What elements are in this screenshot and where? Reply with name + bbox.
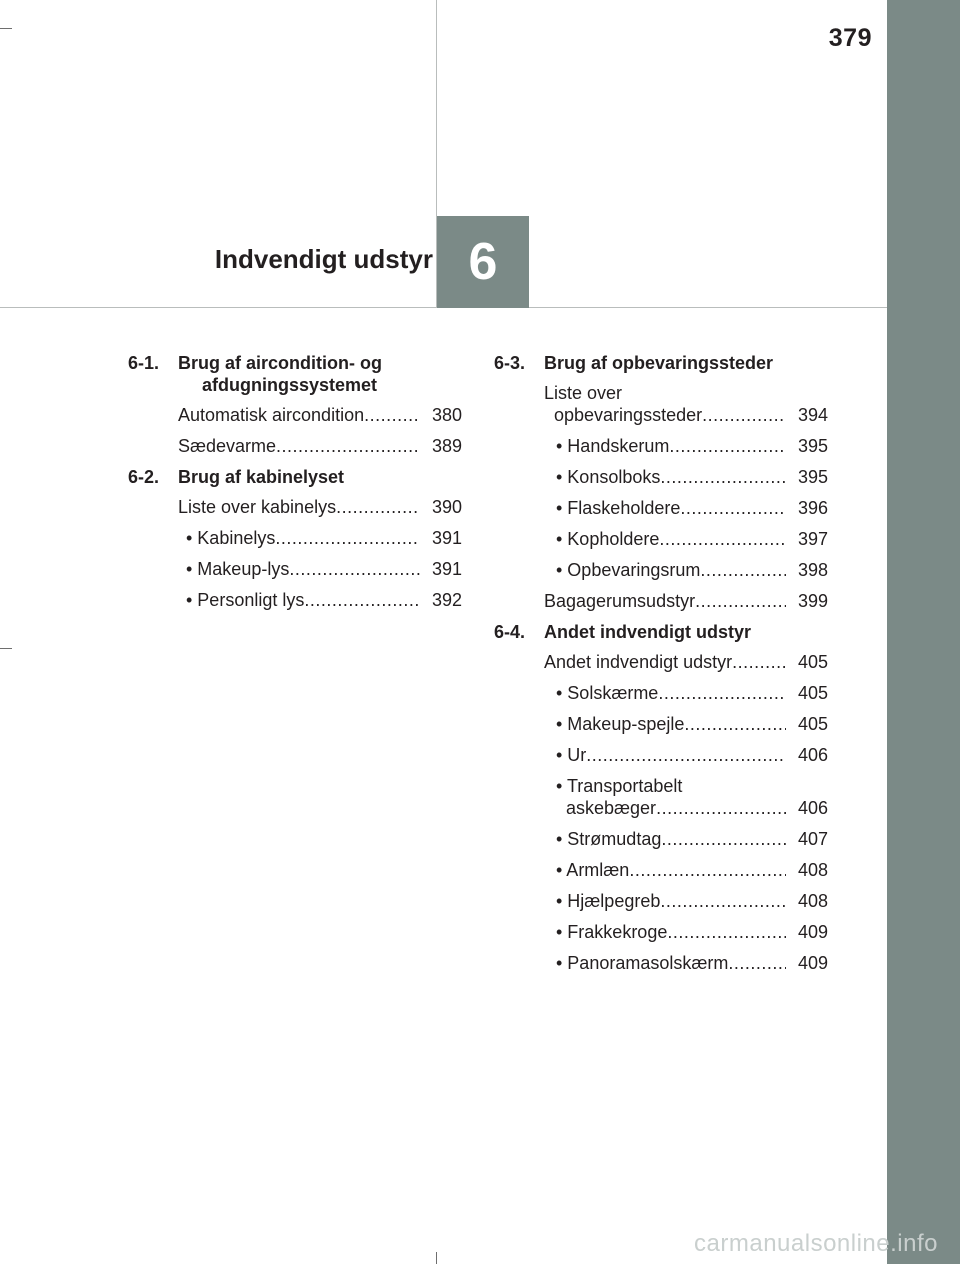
toc-entry-label: • Frakkekroge bbox=[556, 922, 668, 942]
toc-entry-text bbox=[556, 952, 786, 974]
section-number: 6-1. bbox=[128, 353, 160, 373]
dot-leader bbox=[669, 435, 786, 457]
toc-entry[interactable] bbox=[128, 435, 462, 457]
toc-entry-leader-line bbox=[556, 744, 786, 766]
dot-leader bbox=[276, 435, 420, 457]
toc-entry-text bbox=[556, 828, 786, 850]
toc-entry-text bbox=[556, 713, 786, 735]
toc-entry-text bbox=[556, 682, 786, 704]
toc-entry-text bbox=[178, 404, 420, 426]
toc-page-number: 408 bbox=[797, 860, 828, 880]
dot-leader bbox=[695, 590, 786, 612]
dot-leader bbox=[732, 651, 786, 673]
toc-entry-leader-line bbox=[178, 404, 420, 426]
dot-leader bbox=[700, 559, 786, 581]
crop-mark bbox=[436, 1252, 437, 1264]
toc-entry-leader-line bbox=[556, 828, 786, 850]
toc-entry-label: • Ur bbox=[556, 745, 587, 765]
section-number: 6-4. bbox=[494, 622, 526, 642]
toc-page-number: 405 bbox=[797, 652, 828, 672]
toc-entry-text bbox=[186, 527, 420, 549]
toc-entry[interactable] bbox=[494, 435, 828, 457]
toc-entry[interactable] bbox=[494, 559, 828, 581]
toc-entry-text-line: Liste over bbox=[544, 383, 623, 403]
toc-section-heading bbox=[494, 352, 828, 374]
toc-section-heading bbox=[128, 466, 462, 488]
toc-entry[interactable] bbox=[494, 682, 828, 704]
dot-leader bbox=[702, 404, 786, 426]
toc-entry[interactable] bbox=[128, 589, 462, 611]
toc-entry-label: opbevaringssteder bbox=[554, 405, 703, 425]
section-title: Brug af kabinelyset bbox=[178, 467, 345, 487]
toc-left-column bbox=[128, 352, 462, 620]
toc-entry-text bbox=[544, 590, 786, 612]
toc-entry-text bbox=[556, 528, 786, 550]
section-title: Brug af aircondition- og afdugningssystemet bbox=[178, 353, 382, 395]
toc-entry-text bbox=[544, 651, 786, 673]
toc-entry-label: • Armlæn bbox=[556, 860, 630, 880]
toc-page-number: 391 bbox=[431, 528, 462, 548]
toc-page-number: 396 bbox=[797, 498, 828, 518]
dot-leader bbox=[275, 527, 420, 549]
toc-entry[interactable] bbox=[494, 466, 828, 488]
toc-entry-label: • Makeup-spejle bbox=[556, 714, 685, 734]
toc-entry-text bbox=[556, 775, 786, 819]
dot-leader bbox=[586, 744, 786, 766]
dot-leader bbox=[659, 528, 786, 550]
toc-entry-leader-line bbox=[556, 921, 786, 943]
toc-entry-leader-line bbox=[556, 466, 786, 488]
toc-entry[interactable] bbox=[128, 527, 462, 549]
toc-entry-label: • Solskærme bbox=[556, 683, 659, 703]
section-title: Andet indvendigt udstyr bbox=[544, 622, 751, 642]
toc-entry-label: Andet indvendigt udstyr bbox=[544, 652, 733, 672]
toc-entry-leader-line bbox=[556, 497, 786, 519]
toc-entry[interactable] bbox=[494, 590, 828, 612]
toc-page-number: 407 bbox=[797, 829, 828, 849]
toc-entry-label: • Hjælpegreb bbox=[556, 891, 661, 911]
toc-section-heading bbox=[494, 621, 828, 643]
section-number: 6-3. bbox=[494, 353, 526, 373]
toc-entry-text bbox=[556, 435, 786, 457]
dot-leader bbox=[660, 890, 786, 912]
toc-entry-text bbox=[556, 559, 786, 581]
toc-page-number: 398 bbox=[797, 560, 828, 580]
chapter-number-box: 6 bbox=[437, 216, 529, 308]
toc-entry-label: • Kabinelys bbox=[186, 528, 276, 548]
toc-entry-label: • Handskerum bbox=[556, 436, 670, 456]
toc-page-number: 395 bbox=[797, 436, 828, 456]
toc-entry-text bbox=[556, 497, 786, 519]
toc-entry[interactable] bbox=[128, 404, 462, 426]
toc-entry-label: • Opbevaringsrum bbox=[556, 560, 701, 580]
toc-entry-text bbox=[544, 382, 786, 426]
toc-entry[interactable] bbox=[494, 890, 828, 912]
toc-page-number: 399 bbox=[797, 591, 828, 611]
toc-right-column bbox=[494, 352, 828, 983]
toc-entry[interactable] bbox=[494, 713, 828, 735]
toc-entry-label: Sædevarme bbox=[178, 436, 277, 456]
dot-leader bbox=[660, 466, 786, 488]
toc-page-number: 394 bbox=[797, 405, 828, 425]
toc-page-number: 389 bbox=[431, 436, 462, 456]
toc-page-number: 397 bbox=[797, 529, 828, 549]
toc-entry-leader-line bbox=[556, 890, 786, 912]
toc-entry-label: askebæger bbox=[566, 798, 657, 818]
toc-entry-text bbox=[556, 859, 786, 881]
toc-entry-text bbox=[178, 435, 420, 457]
toc-entry-leader-line bbox=[556, 559, 786, 581]
toc-entry-text bbox=[556, 744, 786, 766]
toc-entry[interactable] bbox=[494, 775, 828, 819]
toc-entry-label: • Personligt lys bbox=[186, 590, 305, 610]
toc-page-number: 392 bbox=[431, 590, 462, 610]
crop-mark bbox=[0, 28, 12, 29]
toc-entry[interactable] bbox=[494, 497, 828, 519]
toc-entry-leader-line bbox=[178, 496, 420, 518]
toc-entry-text bbox=[556, 466, 786, 488]
toc-entry-leader-line bbox=[556, 952, 786, 974]
toc-entry-label: • Makeup-lys bbox=[186, 559, 290, 579]
toc-entry-leader-line bbox=[544, 590, 786, 612]
toc-entry-label: Liste over kabinelys bbox=[178, 497, 337, 517]
watermark: carmanualsonline.info bbox=[694, 1230, 938, 1257]
toc-entry-text bbox=[186, 558, 420, 580]
section-title: Brug af opbevaringssteder bbox=[544, 353, 774, 373]
toc-entry-label: Bagagerumsudstyr bbox=[544, 591, 696, 611]
toc-entry[interactable] bbox=[494, 828, 828, 850]
toc-entry-leader-line bbox=[556, 713, 786, 735]
toc-entry-text bbox=[556, 921, 786, 943]
toc-page-number: 409 bbox=[797, 953, 828, 973]
toc-entry-label: • Strømudtag bbox=[556, 829, 662, 849]
toc-page-number: 405 bbox=[797, 714, 828, 734]
toc-entry-label: Automatisk aircondition bbox=[178, 405, 365, 425]
toc-section-heading bbox=[128, 352, 462, 396]
toc-entry-leader-line bbox=[556, 528, 786, 550]
dot-leader bbox=[680, 497, 786, 519]
toc-entry[interactable] bbox=[494, 651, 828, 673]
toc-entry-leader-line bbox=[556, 682, 786, 704]
dot-leader bbox=[289, 558, 420, 580]
toc-page-number: 405 bbox=[797, 683, 828, 703]
section-number: 6-2. bbox=[128, 467, 160, 487]
toc-entry[interactable] bbox=[494, 921, 828, 943]
chapter-side-tab bbox=[887, 0, 960, 1264]
dot-leader bbox=[304, 589, 420, 611]
toc-page-number: 408 bbox=[797, 891, 828, 911]
toc-page-number: 406 bbox=[797, 745, 828, 765]
dot-leader bbox=[364, 404, 420, 426]
page-number: 379 bbox=[828, 24, 872, 52]
toc-page-number: 380 bbox=[431, 405, 462, 425]
toc-entry[interactable] bbox=[494, 528, 828, 550]
dot-leader bbox=[658, 682, 786, 704]
dot-leader bbox=[667, 921, 786, 943]
toc-entry[interactable] bbox=[128, 558, 462, 580]
toc-entry-leader-line bbox=[556, 797, 786, 819]
toc-entry-label: • Flaskeholdere bbox=[556, 498, 681, 518]
toc-entry[interactable] bbox=[494, 952, 828, 974]
toc-entry-label: • Konsolboks bbox=[556, 467, 661, 487]
dot-leader bbox=[661, 828, 786, 850]
toc-entry-text bbox=[186, 589, 420, 611]
toc-page-number: 395 bbox=[797, 467, 828, 487]
toc-entry-leader-line bbox=[544, 651, 786, 673]
toc-entry-leader-line bbox=[556, 435, 786, 457]
dot-leader bbox=[629, 859, 786, 881]
toc-entry-label: • Panoramasolskærm bbox=[556, 953, 729, 973]
toc-entry[interactable] bbox=[128, 496, 462, 518]
toc-entry-leader-line bbox=[178, 435, 420, 457]
toc-entry-text-line: • Transportabelt bbox=[556, 776, 683, 796]
toc-entry-leader-line bbox=[186, 558, 420, 580]
toc-entry-leader-line bbox=[186, 589, 420, 611]
toc-page-number: 390 bbox=[431, 497, 462, 517]
chapter-title: Indvendigt udstyr bbox=[214, 244, 433, 274]
dot-leader bbox=[656, 797, 786, 819]
toc-entry[interactable] bbox=[494, 744, 828, 766]
toc-entry-leader-line bbox=[556, 859, 786, 881]
toc-entry[interactable] bbox=[494, 382, 828, 426]
dot-leader bbox=[684, 713, 786, 735]
dot-leader bbox=[728, 952, 786, 974]
toc-entry-text bbox=[556, 890, 786, 912]
toc-entry-leader-line bbox=[544, 404, 786, 426]
toc-page-number: 406 bbox=[797, 798, 828, 818]
crop-mark bbox=[0, 648, 12, 649]
toc-entry[interactable] bbox=[494, 859, 828, 881]
toc-page-number: 391 bbox=[431, 559, 462, 579]
toc-entry-leader-line bbox=[186, 527, 420, 549]
toc-entry-label: • Kopholdere bbox=[556, 529, 660, 549]
toc-entry-text bbox=[178, 496, 420, 518]
dot-leader bbox=[336, 496, 420, 518]
toc-page-number: 409 bbox=[797, 922, 828, 942]
